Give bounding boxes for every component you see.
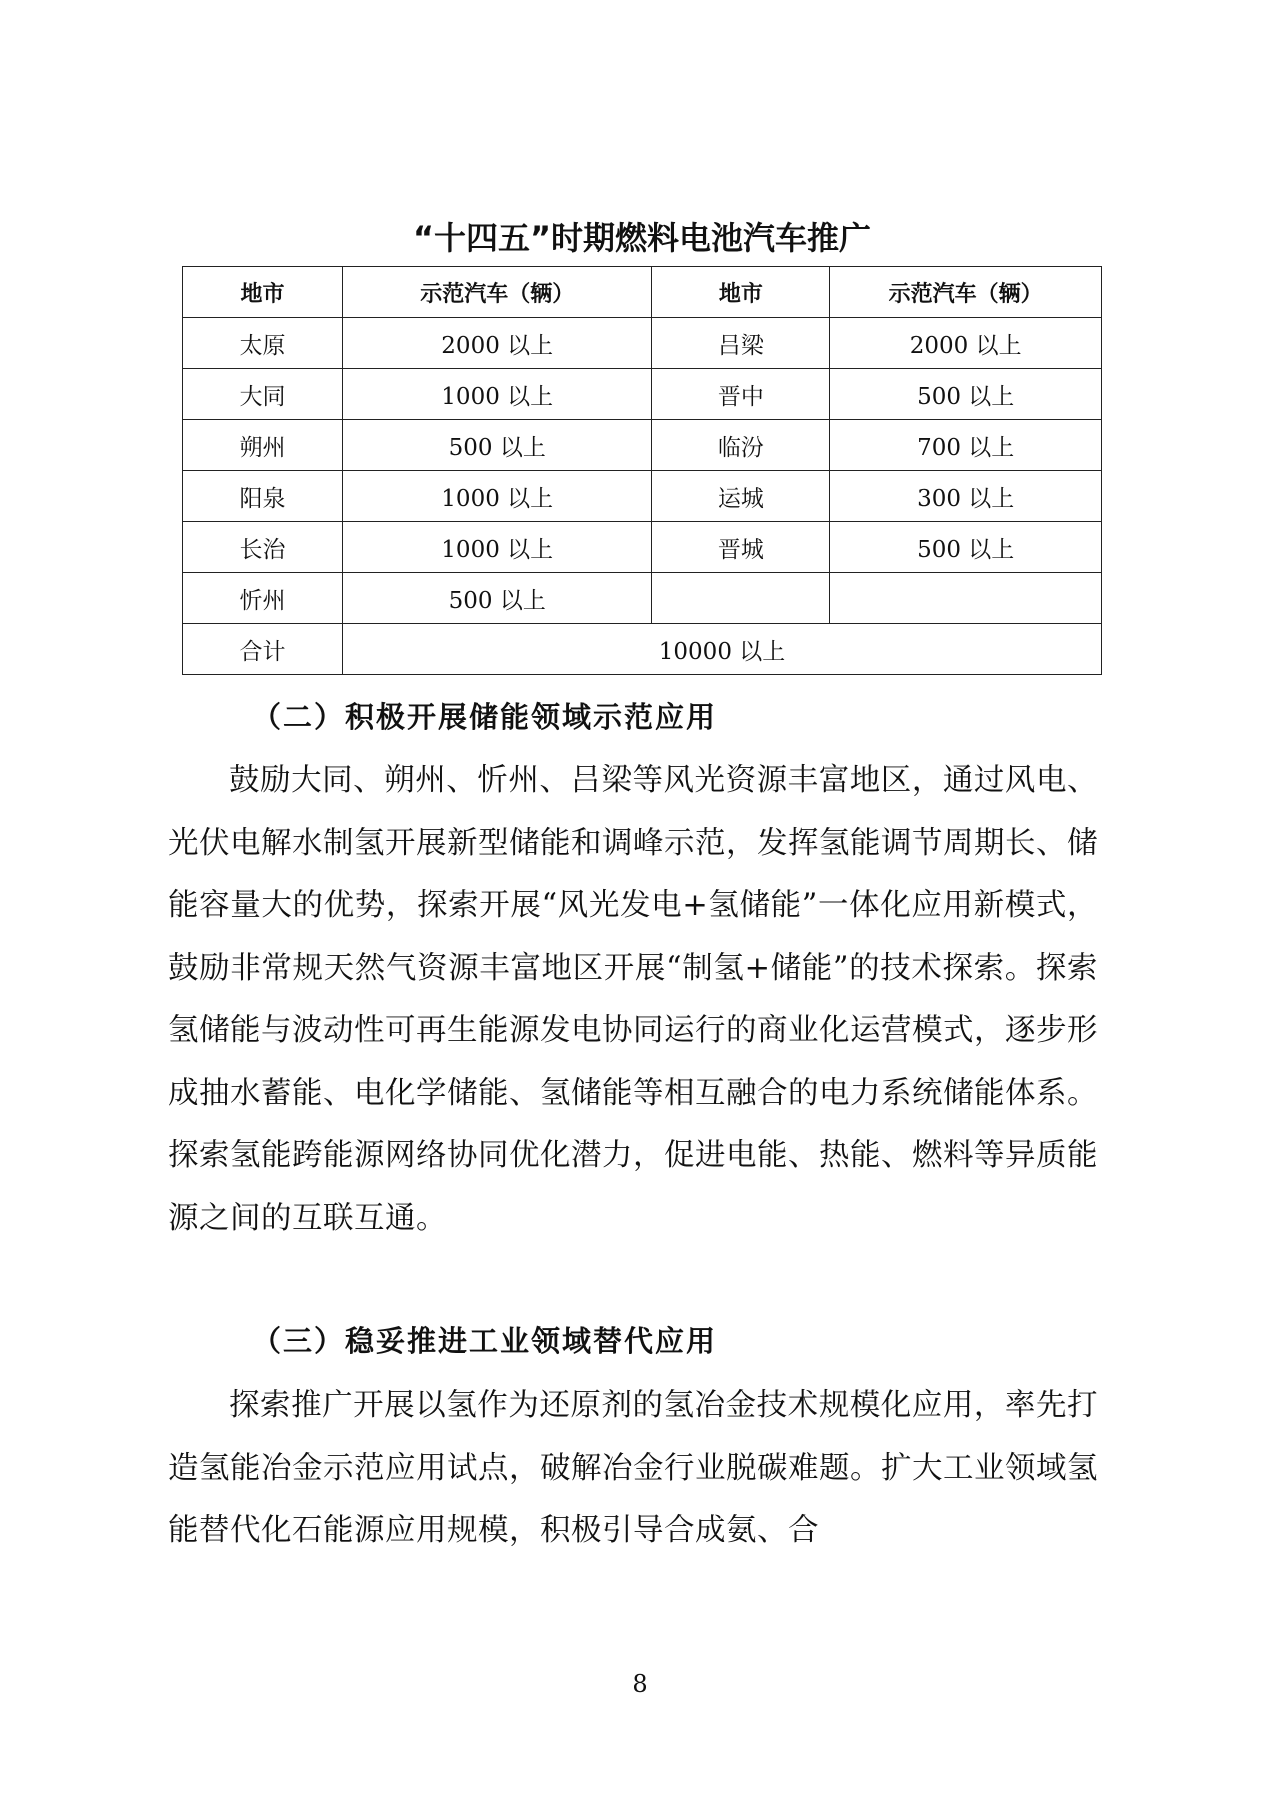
table-cell: 晋中 (652, 369, 830, 420)
table-cell (652, 573, 830, 624)
total-label: 合计 (183, 624, 343, 675)
table-cell: 吕梁 (652, 318, 830, 369)
table-cell: 长治 (183, 522, 343, 573)
table-cell: 1000 以上 (343, 369, 652, 420)
table-title: “十四五”时期燃料电池汽车推广 (412, 219, 872, 257)
table-cell (830, 573, 1102, 624)
header-city: 地市 (652, 267, 830, 318)
table-row (183, 573, 1102, 624)
table-row (183, 420, 1102, 471)
table-cell: 晋城 (652, 522, 830, 573)
table-cell: 大同 (183, 369, 343, 420)
header-vehicles: 示范汽车（辆） (343, 267, 652, 318)
table-row (183, 318, 1102, 369)
table-cell: 临汾 (652, 420, 830, 471)
table-row (183, 471, 1102, 522)
table-cell: 2000 以上 (343, 318, 652, 369)
body-paragraph: 鼓励大同、朔州、忻州、吕梁等风光资源丰富地区，通过风电、光伏电解水制氢开展新型储能和调峰示范，发挥氢能调节周期长、储能容量大的优势，探索开展“风光发电+氢储能”一体化应用新模式，鼓励非常规天然气资源丰富地区开展“制氢+储能”的技术探索。探索氢储能与波动性可再生能源发电协同运行的商业化运营模式，逐步形成抽水蓄能、电化学储能、氢储能等相互融合的电力系统储能体系。探索氢能跨能源网络协同优化潜力，促进电能、热能、燃料等异质能源之间的互联互通。 (168, 763, 1098, 1236)
table-cell: 500 以上 (830, 522, 1102, 573)
body-paragraph: 探索推广开展以氢作为还原剂的氢冶金技术规模化应用，率先打造氢能冶金示范应用试点，破解冶金行业脱碳难题。扩大工业领域氢能替代化石能源应用规模，积极引导合成氨、合 (168, 1388, 1098, 1548)
table-cell: 1000 以上 (343, 471, 652, 522)
table-cell: 500 以上 (343, 420, 652, 471)
header-vehicles: 示范汽车（辆） (830, 267, 1102, 318)
table-cell: 忻州 (183, 573, 343, 624)
fuel-cell-vehicle-table (182, 266, 1102, 675)
table-header-row (183, 267, 1102, 318)
section-heading: （三）稳妥推进工业领域替代应用 (252, 1324, 718, 1358)
table-cell: 太原 (183, 318, 343, 369)
table-cell: 朔州 (183, 420, 343, 471)
table-cell: 2000 以上 (830, 318, 1102, 369)
table-total-row (183, 624, 1102, 675)
table-cell: 1000 以上 (343, 522, 652, 573)
table-cell: 500 以上 (343, 573, 652, 624)
table-cell: 运城 (652, 471, 830, 522)
table-row (183, 522, 1102, 573)
table-cell: 300 以上 (830, 471, 1102, 522)
section-heading: （二）积极开展储能领域示范应用 (252, 700, 718, 734)
table-row (183, 369, 1102, 420)
table-cell: 阳泉 (183, 471, 343, 522)
page-number: 8 (632, 1670, 648, 1698)
header-city: 地市 (183, 267, 343, 318)
table-cell: 500 以上 (830, 369, 1102, 420)
total-value: 10000 以上 (343, 624, 1102, 675)
table-cell: 700 以上 (830, 420, 1102, 471)
